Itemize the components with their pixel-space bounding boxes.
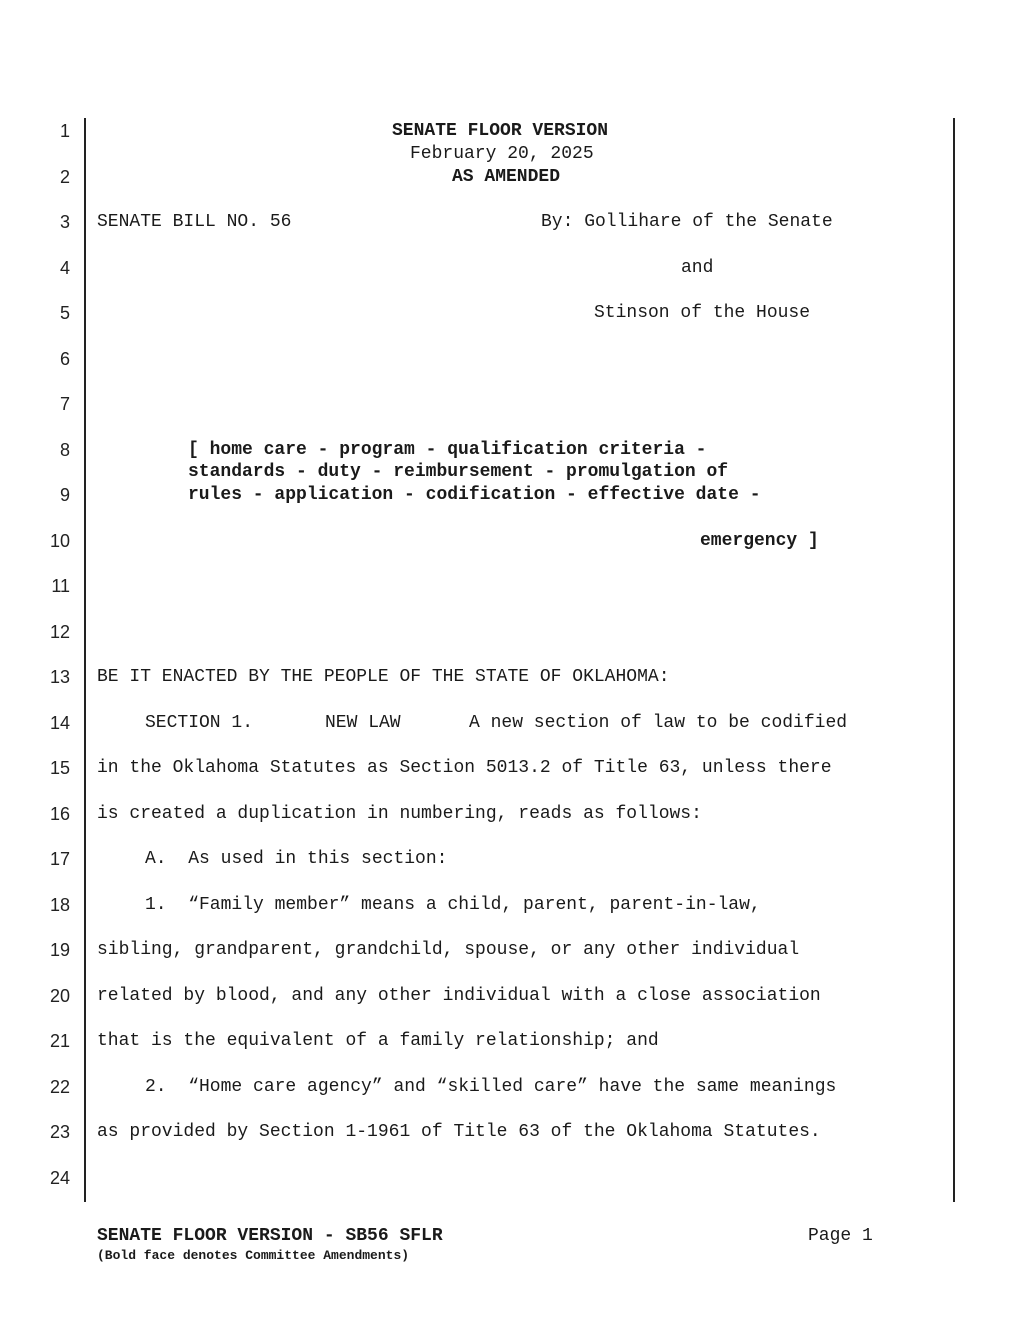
line-number: 16 bbox=[49, 804, 70, 824]
body-line: 2. “Home care agency” and “skilled care” have the same meanings bbox=[145, 1077, 837, 1097]
line-number: 10 bbox=[49, 531, 70, 551]
line-number: 3 bbox=[59, 212, 70, 232]
bill-coauthor: Stinson of the House bbox=[594, 303, 811, 323]
footer-note: (Bold face denotes Committee Amendments) bbox=[97, 1248, 410, 1263]
line-number: 19 bbox=[49, 940, 70, 960]
line-number: 22 bbox=[49, 1077, 70, 1097]
line-number: 14 bbox=[49, 713, 70, 733]
subject-line-4: emergency ] bbox=[700, 531, 819, 551]
line-number: 24 bbox=[49, 1168, 70, 1188]
subject-line-3: rules - application - codification - effective date - bbox=[188, 485, 761, 505]
body-line: as provided by Section 1-1961 of Title 63 of the Oklahoma Statutes. bbox=[97, 1122, 821, 1142]
line-number: 13 bbox=[49, 667, 70, 687]
subject-line-1: [ home care - program - qualification criteria - bbox=[188, 440, 707, 460]
section-type: NEW LAW bbox=[325, 713, 401, 733]
body-line: A. As used in this section: bbox=[145, 849, 448, 869]
subject-line-2: standards - duty - reimbursement - promulgation of bbox=[188, 462, 729, 482]
body-line: that is the equivalent of a family relationship; and bbox=[97, 1031, 659, 1051]
line-number: 12 bbox=[49, 622, 70, 642]
body-line: 1. “Family member” means a child, parent, parent-in-law, bbox=[145, 895, 761, 915]
bill-number: SENATE BILL NO. 56 bbox=[97, 212, 292, 232]
left-margin-rule bbox=[84, 118, 86, 1202]
line-number: 21 bbox=[49, 1031, 70, 1051]
version-heading: SENATE FLOOR VERSION bbox=[392, 121, 609, 141]
line-number: 2 bbox=[59, 167, 70, 187]
line-number: 18 bbox=[49, 895, 70, 915]
line-number: 5 bbox=[59, 303, 70, 323]
amended-heading: AS AMENDED bbox=[452, 167, 561, 187]
bill-and: and bbox=[681, 258, 714, 278]
line-number: 15 bbox=[49, 758, 70, 778]
line-number: 17 bbox=[49, 849, 70, 869]
line-number: 11 bbox=[51, 576, 70, 596]
line-number: 6 bbox=[59, 349, 70, 369]
footer-title: SENATE FLOOR VERSION - SB56 SFLR bbox=[97, 1226, 443, 1246]
body-line: sibling, grandparent, grandchild, spouse, or any other individual bbox=[97, 940, 800, 960]
body-line: is created a duplication in numbering, reads as follows: bbox=[97, 804, 702, 824]
line-number: 8 bbox=[59, 440, 70, 460]
line-number: 20 bbox=[49, 986, 70, 1006]
line-number: 9 bbox=[59, 485, 70, 505]
section-number: SECTION 1. bbox=[145, 713, 254, 733]
section-intro: A new section of law to be codified bbox=[469, 713, 848, 733]
body-line: related by blood, and any other individual with a close association bbox=[97, 986, 821, 1006]
body-line: in the Oklahoma Statutes as Section 5013.2 of Title 63, unless there bbox=[97, 758, 832, 778]
line-number: 4 bbox=[59, 258, 70, 278]
line-number: 23 bbox=[49, 1122, 70, 1142]
footer-page-number: Page 1 bbox=[808, 1226, 873, 1246]
right-margin-rule bbox=[953, 118, 955, 1202]
bill-author: By: Gollihare of the Senate bbox=[541, 212, 833, 232]
line-number: 1 bbox=[59, 121, 70, 141]
line-number: 7 bbox=[59, 394, 70, 414]
version-date: February 20, 2025 bbox=[410, 144, 594, 164]
enacting-clause: BE IT ENACTED BY THE PEOPLE OF THE STATE OF OKLAHOMA: bbox=[97, 667, 670, 687]
